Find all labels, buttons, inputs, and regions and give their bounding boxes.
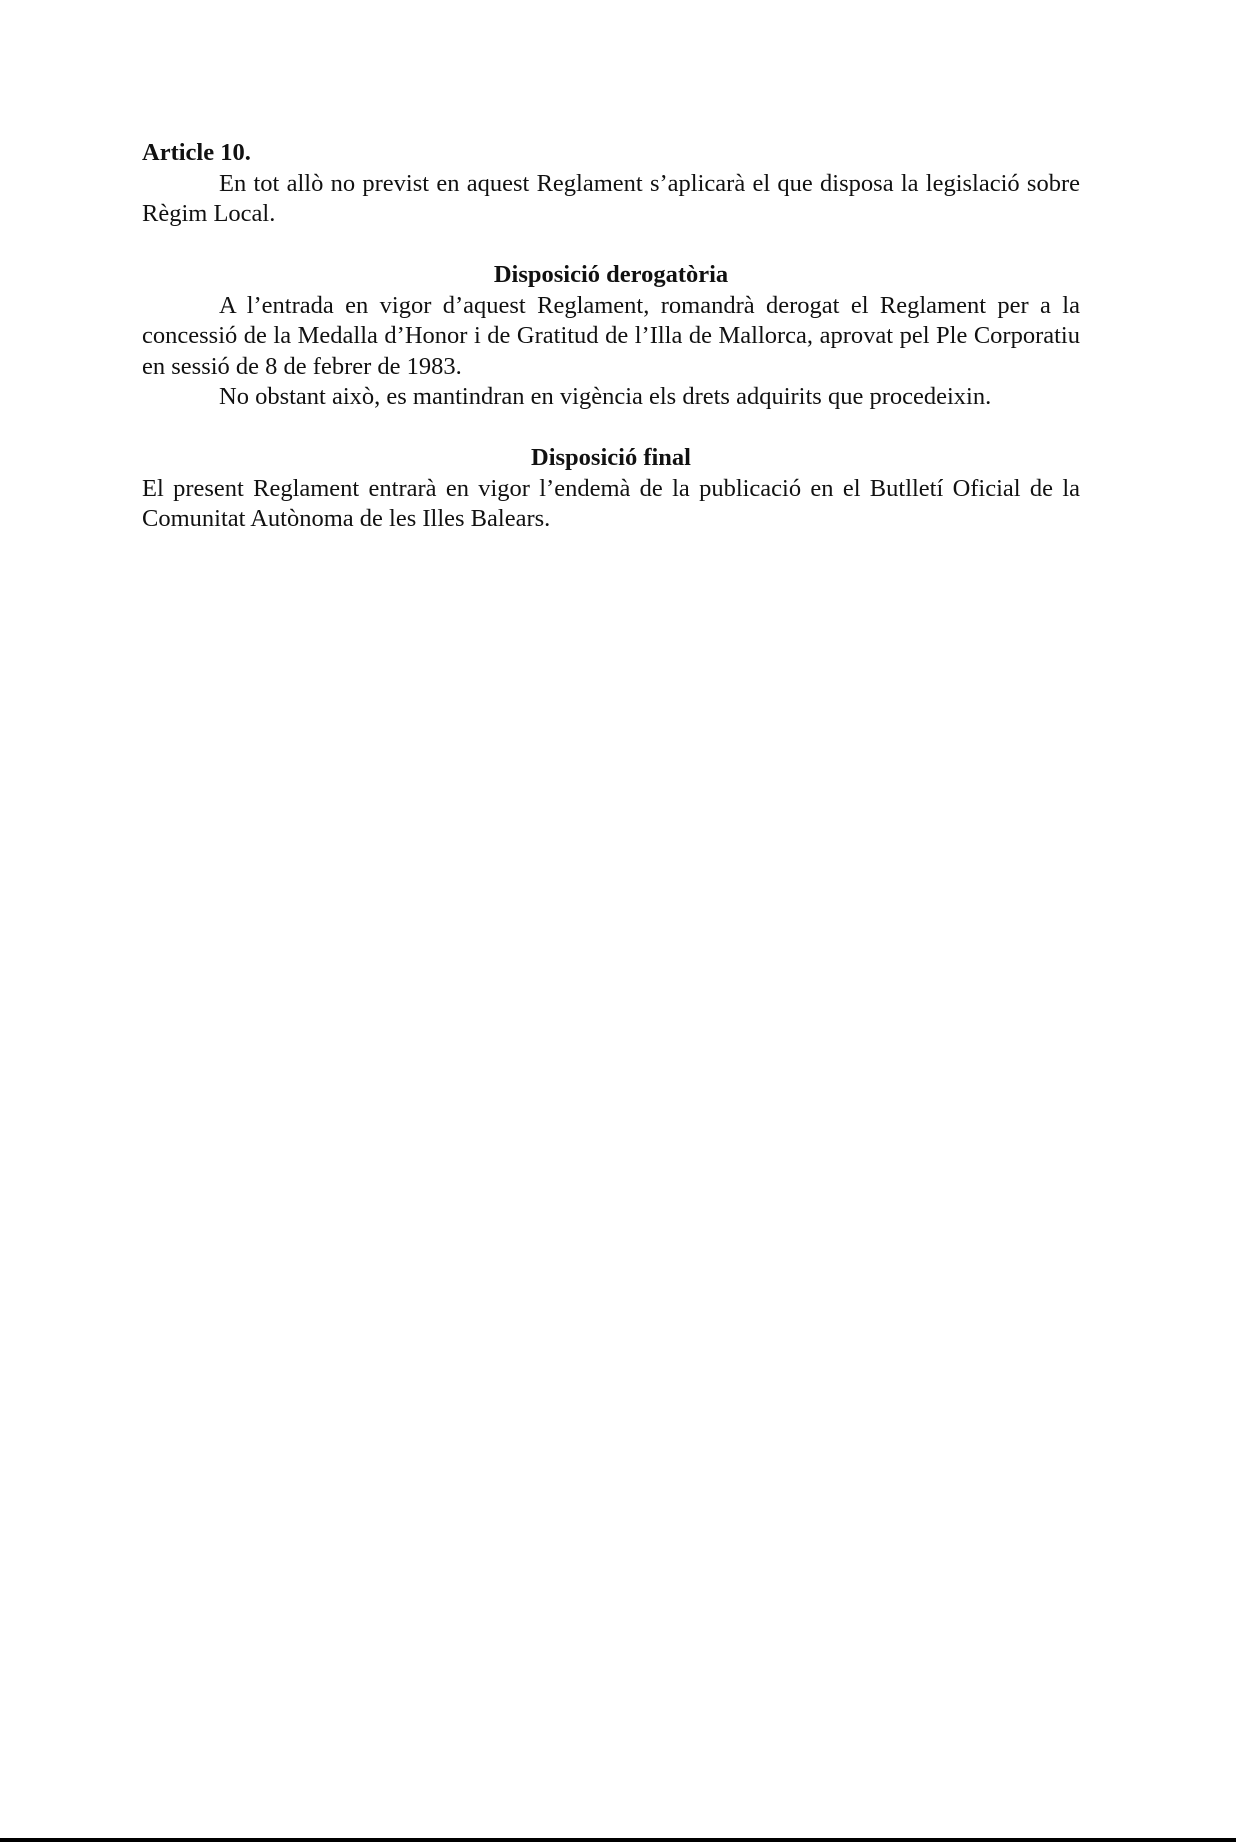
- article-10-paragraph: En tot allò no previst en aquest Reglament s’aplicarà el que disposa la legislació sobre Règim Local.: [142, 169, 1080, 227]
- section-spacer: [142, 230, 1080, 261]
- section-spacer: [142, 413, 1080, 444]
- page-bottom-border: [0, 1838, 1236, 1842]
- final-provision-heading: Disposició final: [531, 444, 691, 471]
- derogatory-paragraph-1: A l’entrada en vigor d’aquest Reglament, romandrà derogat el Reglament per a la concessió de la Medalla d’Honor i de Gratitud de l’Illa de Mallorca, aprovat pel Ple Corporatiu en sessió de 8 de febrer de 1983.: [142, 291, 1080, 380]
- final-provision-paragraph: El present Reglament entrarà en vigor l’endemà de la publicació en el Butlletí Oficial de la Comunitat Autònoma de les Illes Balears.: [142, 474, 1080, 532]
- article-10-heading: Article 10.: [142, 139, 251, 166]
- derogatory-provision-heading: Disposició derogatòria: [493, 261, 729, 288]
- derogatory-paragraph-2: No obstant això, es mantindran en vigència els drets adquirits que procedeixin.: [219, 383, 992, 410]
- document-body: [142, 138, 1080, 535]
